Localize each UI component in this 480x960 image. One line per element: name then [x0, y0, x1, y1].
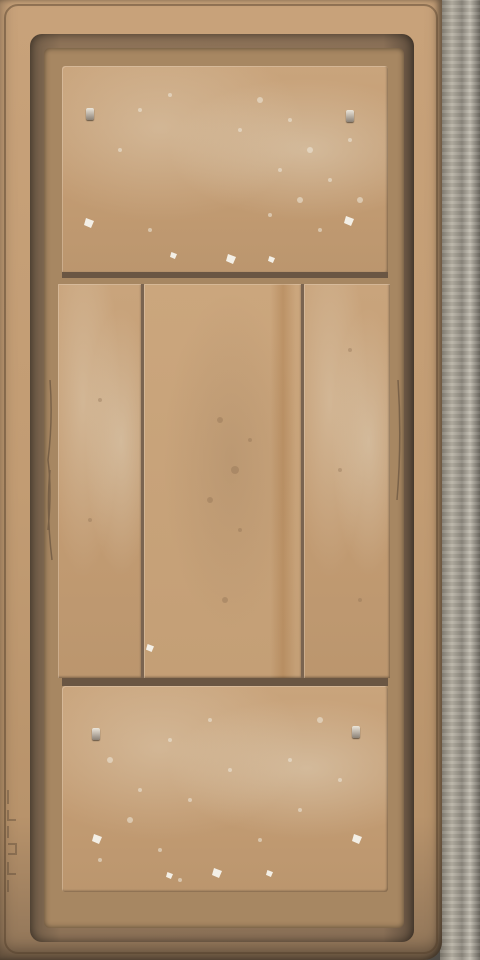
top-panel	[62, 66, 388, 274]
left-panel	[58, 284, 142, 678]
wall-strip	[440, 0, 480, 960]
faded-stencil-mark	[2, 780, 24, 900]
center-panel	[144, 284, 302, 678]
lower-seam	[62, 678, 388, 686]
bottom-panel	[62, 686, 388, 892]
bolt-icon	[92, 728, 100, 740]
right-panel	[304, 284, 390, 678]
bolt-icon	[86, 108, 94, 120]
upper-seam	[62, 272, 388, 278]
bolt-icon	[346, 110, 354, 122]
bolt-icon	[352, 726, 360, 738]
